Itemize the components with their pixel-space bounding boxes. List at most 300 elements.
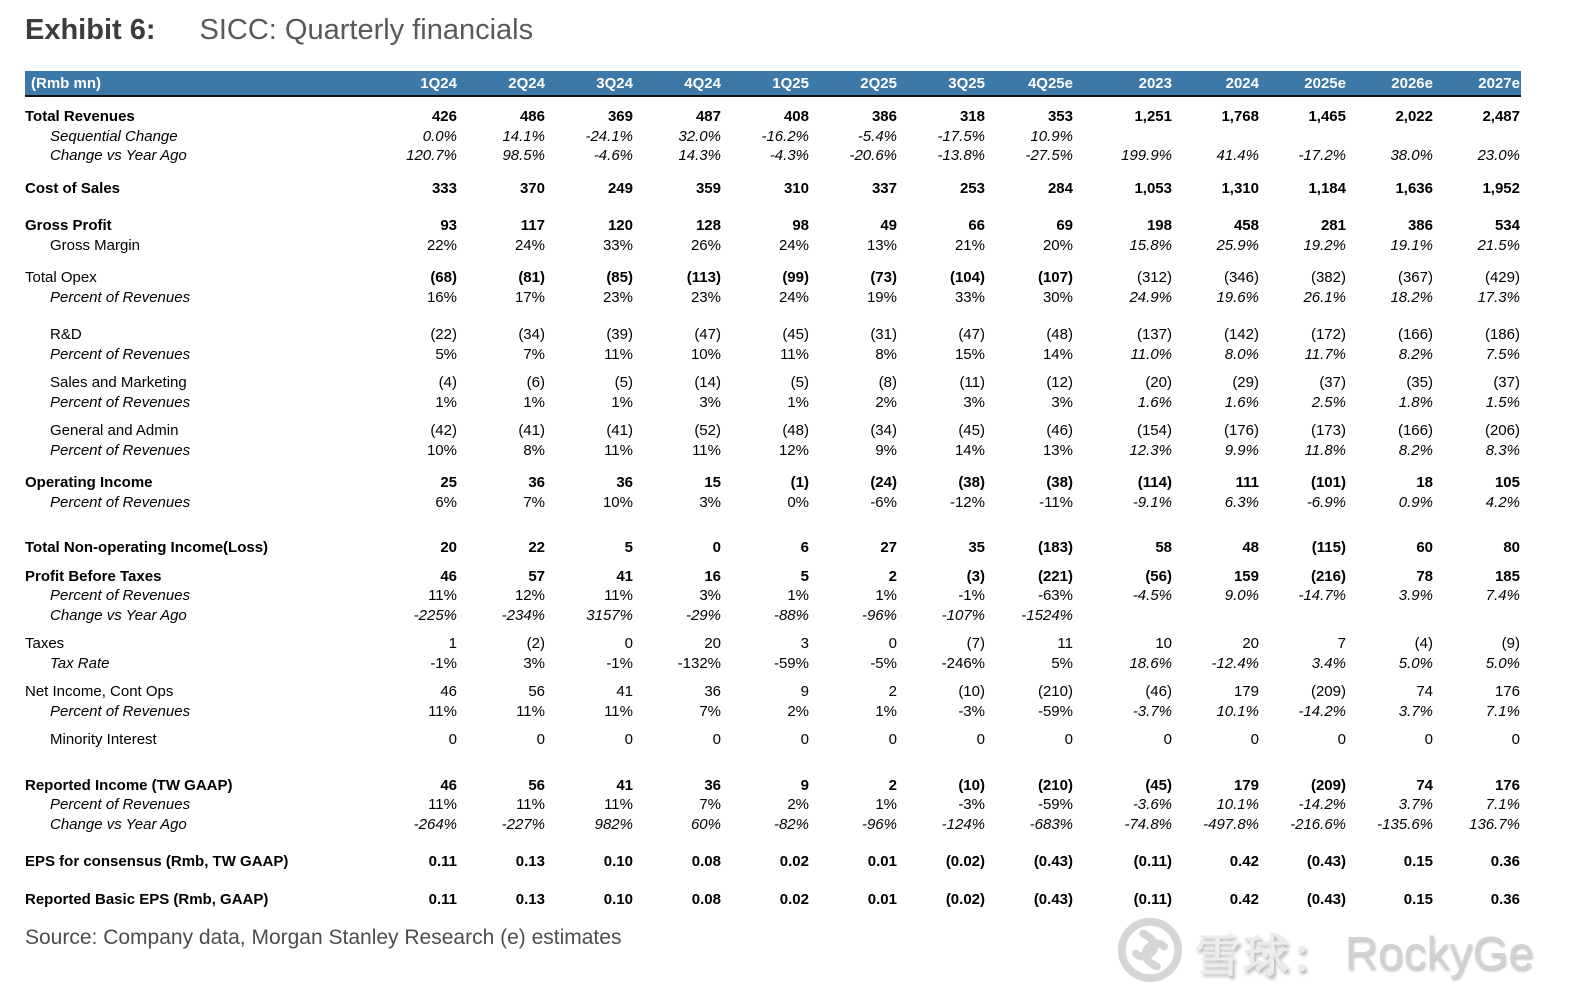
cell: 249 [607,179,633,197]
cell: 0.0% [422,127,457,145]
cell: (7) [966,635,985,652]
cell: 15 [704,474,721,491]
row-label: Percent of Revenues [50,441,191,459]
cell: 369 [607,108,633,125]
table-row [25,393,1521,413]
cell: (0.11) [1133,890,1172,908]
row-label: Total Revenues [25,108,135,125]
cell [1434,127,1521,147]
cell: 1,636 [1395,179,1433,197]
cell: 26% [690,236,721,254]
cell: -96% [861,606,897,624]
cell: 7.1% [1485,702,1520,720]
cell: (0.43) [1306,853,1346,870]
cell: 14.3% [678,147,721,164]
cell: 58 [1155,539,1172,556]
cell: 24% [778,236,809,254]
cell: 0 [1424,731,1433,748]
cell: 11% [780,345,809,363]
table-row [25,702,1521,722]
table-row [25,146,1521,166]
cell: 33% [954,288,985,306]
cell: 1.6% [1137,393,1172,411]
cell: 3.7% [1398,796,1433,813]
cell: 0.13 [515,853,545,870]
cell: (45) [782,326,809,343]
cell: 23.0% [1477,147,1520,164]
cell: 1,768 [1221,108,1259,125]
cell: 284 [1047,179,1073,197]
cell: 458 [1233,217,1259,234]
cell: 20% [1042,236,1073,254]
cell: 0 [1250,731,1259,748]
cell: (39) [606,326,633,343]
cell: 136.7% [1469,815,1520,833]
cell: (210) [1037,776,1073,794]
cell: (99) [782,269,809,286]
cell: 0.11 [428,853,457,870]
cell: 1% [875,796,897,813]
cell: (113) [686,269,721,286]
cell: (41) [606,422,633,439]
cell: 11.8% [1304,441,1346,459]
row-label: Percent of Revenues [50,493,191,511]
cell: (172) [1310,326,1346,343]
cell: 17% [514,288,545,306]
column-header: 4Q25e [986,71,1074,96]
cell: 179 [1233,683,1259,700]
row-label: General and Admin [50,422,179,439]
cell: 0.02 [779,890,809,908]
cell: -88% [773,606,809,624]
cell: 18.6% [1129,654,1172,672]
cell: 21% [954,236,985,254]
cell: 10% [690,345,721,363]
table-row [25,795,1521,815]
cell: 0.08 [691,853,721,870]
column-header: 3Q24 [546,71,634,96]
cell: 14% [954,441,985,459]
row-label: Sequential Change [50,127,178,145]
cell: (46) [1145,683,1172,700]
cell: 41 [616,567,633,585]
cell: (5) [614,374,633,391]
cell: 7.1% [1485,796,1520,813]
cell: 1.5% [1485,393,1520,411]
cell: 57 [528,567,545,585]
cell: 8.2% [1398,441,1433,459]
row-label: Minority Interest [50,731,157,748]
cell: 0.01 [867,890,897,908]
table-row [25,255,1521,288]
cell: (37) [1493,374,1520,391]
row-label: Reported Basic EPS (Rmb, GAAP) [25,890,269,908]
cell: -264% [413,815,457,833]
cell [1260,127,1347,147]
cell: (47) [694,326,721,343]
cell: 46 [440,776,457,794]
cell: 36 [704,776,721,794]
cell: (0.02) [945,890,985,908]
cell: -3.6% [1132,796,1172,813]
cell: 1% [435,393,457,411]
row-label: Reported Income (TW GAAP) [25,776,233,794]
cell: 0.13 [515,890,545,908]
cell: 11.0% [1130,345,1172,363]
cell: 24% [514,236,545,254]
cell: 49 [880,217,897,234]
cell: 982% [594,815,633,833]
cell: (81) [518,269,545,286]
cell: 7.5% [1485,345,1520,363]
cell: 12.3% [1129,441,1172,459]
cell: (3) [966,567,985,585]
cell: 1,184 [1308,179,1346,197]
watermark-username: RockyGe [1344,926,1534,979]
cell: -1% [606,654,633,672]
cell: (0.43) [1033,853,1073,870]
cell: 25 [440,474,457,491]
cell: 5% [1051,654,1073,672]
cell [1260,606,1347,626]
cell: -216.6% [1290,815,1346,833]
cell: 3.7% [1398,702,1433,720]
cell: -1% [958,587,985,604]
cell: (2) [526,635,545,652]
cell: 98.5% [502,147,545,164]
watermark-site-name: 雪球： [1194,929,1339,982]
cell: 0 [1064,731,1073,748]
row-label: Sales and Marketing [50,374,187,391]
cell: (209) [1310,683,1346,700]
row-label: Percent of Revenues [50,288,191,306]
cell: 0.15 [1403,890,1433,908]
cell: 2 [888,683,897,700]
table-row [25,345,1521,365]
row-label: EPS for consensus (Rmb, TW GAAP) [25,853,289,870]
cell: (14) [694,374,721,391]
cell: 176 [1494,683,1520,700]
cell: 185 [1494,567,1520,585]
cell: 24% [778,288,809,306]
column-header: 2023 [1074,71,1173,96]
cell: 41 [616,683,633,700]
row-label: Total Non-operating Income(Loss) [25,539,269,556]
cell: -227% [501,815,545,833]
cell: (52) [694,422,721,439]
cell: (73) [870,269,897,286]
cell: 0.10 [603,890,633,908]
cell: 0.10 [603,853,633,870]
cell: (8) [878,374,897,391]
row-label: Profit Before Taxes [25,567,162,585]
cell: 198 [1146,217,1172,234]
cell: 10.1% [1216,796,1259,813]
cell: 19.1% [1390,236,1433,254]
cell: -11% [1039,493,1073,511]
cell: 5% [435,345,457,363]
cell: (35) [1406,374,1433,391]
cell: 2.5% [1311,393,1346,411]
cell: 0.36 [1490,890,1520,908]
table-row [25,460,1521,493]
table-row [25,872,1521,910]
cell: 0 [624,731,633,748]
cell: -14.2% [1298,702,1346,720]
cell: 7.4% [1485,587,1520,604]
column-header: 2Q25 [810,71,898,96]
cell: (107) [1037,269,1073,286]
cell: -124% [941,815,985,833]
cell: 199.9% [1121,147,1172,164]
row-label: R&D [50,326,82,343]
cell: -4.3% [769,147,809,164]
cell: -3% [958,702,985,720]
cell: 0 [800,731,809,748]
cell: 534 [1494,217,1520,234]
cell: 2 [888,567,897,585]
source-note: Source: Company data, Morgan Stanley Research (e) estimates [25,926,622,949]
cell: (4) [438,374,457,391]
table-row [25,654,1521,674]
cell: 426 [431,108,457,125]
cell: 0 [888,731,897,748]
cell: 11 [1057,635,1073,652]
cell: -12.4% [1211,654,1259,672]
cell: 120.7% [406,147,457,164]
cell: -82% [773,815,809,833]
cell: 11% [604,587,633,604]
table-row [25,166,1521,199]
cell: 1% [787,587,809,604]
cell: -3.7% [1132,702,1172,720]
cell: 8.2% [1398,345,1433,363]
cell: 60 [1416,539,1433,556]
exhibit-label: Exhibit 6: [25,14,156,46]
table-header [25,71,1521,96]
cell: 11% [604,441,633,459]
cell: 24.9% [1129,288,1172,306]
cell: -4.5% [1132,587,1172,604]
row-label: Gross Profit [25,217,112,234]
cell: 0 [888,635,897,652]
cell: 18.2% [1390,288,1433,306]
cell: 0 [536,731,545,748]
table-row [25,96,1521,127]
cell: (0.43) [1033,890,1073,908]
cell: (48) [1046,326,1073,343]
cell: (176) [1223,422,1259,439]
cell: 3% [699,393,721,411]
cell: (209) [1310,776,1346,794]
cell: 333 [431,179,457,197]
cell: 7% [523,345,545,363]
cell: 66 [968,217,985,234]
cell: 0.02 [779,853,809,870]
cell: 36 [528,474,545,491]
exhibit-title-row [0,0,1586,50]
cell: 6% [435,493,457,511]
cell: 105 [1494,474,1520,491]
cell: 2 [888,776,897,794]
cell: (41) [518,422,545,439]
cell: 9 [800,776,809,794]
table-row [25,625,1521,654]
row-label: Percent of Revenues [50,702,191,720]
cell [1173,127,1260,147]
cell: 2,487 [1482,108,1520,125]
row-label: Percent of Revenues [50,345,191,363]
cell: (68) [430,269,457,286]
cell: 3% [1051,393,1073,411]
cell: 10.1% [1216,702,1259,720]
cell: 1,251 [1134,108,1172,125]
row-label: Net Income, Cont Ops [25,683,174,700]
row-label: Percent of Revenues [50,796,191,813]
column-header: 1Q24 [370,71,458,96]
cell: (0.02) [945,853,985,870]
cell: 69 [1056,217,1073,234]
cell: 74 [1416,683,1433,700]
cell: (206) [1484,422,1520,439]
cell: 11.7% [1304,345,1346,363]
cell: (0.11) [1133,853,1172,870]
table-row [25,815,1521,835]
cell: (10) [958,683,985,700]
cell: 176 [1494,776,1520,794]
cell: 93 [440,217,457,234]
row-label: Percent of Revenues [50,587,191,604]
row-label: Taxes [25,635,65,652]
cell: 0.9% [1398,493,1433,511]
cell: 0 [1511,731,1520,748]
cell: (45) [958,422,985,439]
row-label: Percent of Revenues [50,393,191,411]
cell: 21.5% [1477,236,1520,254]
cell: (47) [958,326,985,343]
cell: (346) [1223,269,1259,286]
cell: 3.9% [1398,587,1433,604]
cell: 486 [519,108,545,125]
table-row [25,673,1521,702]
cell: 2% [787,702,809,720]
cell: -225% [413,606,457,624]
cell: (45) [1145,776,1172,794]
cell: (166) [1397,422,1433,439]
cell: 56 [528,683,545,700]
cell: 9.0% [1224,587,1259,604]
cell: (24) [870,474,897,491]
cell: 8.3% [1485,441,1520,459]
cell: (114) [1137,474,1172,491]
cell: 0.36 [1490,853,1520,870]
cell: 1,952 [1482,179,1520,197]
cell: 11% [428,796,457,813]
cell: 41.4% [1216,147,1259,164]
cell: (216) [1310,567,1346,585]
cell: -132% [677,654,721,672]
table-row [25,721,1521,750]
table-body [25,96,1521,909]
cell: -14.7% [1298,587,1346,604]
cell: 23% [602,288,633,306]
cell: -135.6% [1377,815,1433,833]
cell: 18 [1416,474,1433,491]
cell: (142) [1223,326,1259,343]
cell: 408 [783,108,809,125]
cell: 0 [976,731,985,748]
cell: (46) [1046,422,1073,439]
table-row [25,364,1521,393]
cell: 32.0% [678,127,721,145]
column-header: 3Q25 [898,71,986,96]
cell: 1,310 [1221,179,1259,197]
cell: 3% [963,393,985,411]
cell: -17.2% [1298,147,1346,164]
cell: 117 [520,217,545,234]
cell [1074,606,1173,626]
cell: 20 [440,539,457,556]
cell: (101) [1310,474,1346,491]
cell: 14% [1042,345,1073,363]
cell: 1,053 [1134,179,1172,197]
cell: (48) [782,422,809,439]
cell: 487 [695,108,721,125]
cell: (173) [1310,422,1346,439]
cell: 9 [800,683,809,700]
table-row [25,558,1521,587]
table-row [25,307,1521,345]
cell: (367) [1397,269,1433,286]
cell: (210) [1037,683,1073,700]
cell: 56 [528,776,545,794]
column-header: 2027e [1434,71,1521,96]
cell: 5 [800,567,809,585]
cell: 5 [624,539,633,556]
cell: 0.08 [691,890,721,908]
cell: (104) [949,269,985,286]
cell: 13% [1042,441,1073,459]
cell: 5.0% [1485,654,1520,672]
cell: -234% [501,606,545,624]
row-label: Gross Margin [50,236,141,254]
cell: 0 [712,539,721,556]
cell: (34) [870,422,897,439]
cell: -246% [941,654,985,672]
cell: 0.15 [1403,853,1433,870]
table-row [25,606,1521,626]
cell: 10% [602,493,633,511]
cell: -683% [1029,815,1073,833]
cell: 36 [616,474,633,491]
cell: 0% [787,493,809,511]
cell: 1.6% [1224,393,1259,411]
cell: -5% [870,654,897,672]
cell: 1.8% [1398,393,1433,411]
cell: (186) [1484,326,1520,343]
cell: 0 [1163,731,1172,748]
cell: (38) [958,474,985,491]
row-label: Cost of Sales [25,179,121,197]
cell: 11% [428,587,457,604]
cell: -59% [773,654,809,672]
cell: 19% [866,288,897,306]
cell: -6% [870,493,897,511]
table-row [25,236,1521,256]
cell: -12% [949,493,985,511]
cell: (10) [958,776,985,794]
cell: 74 [1416,776,1433,794]
